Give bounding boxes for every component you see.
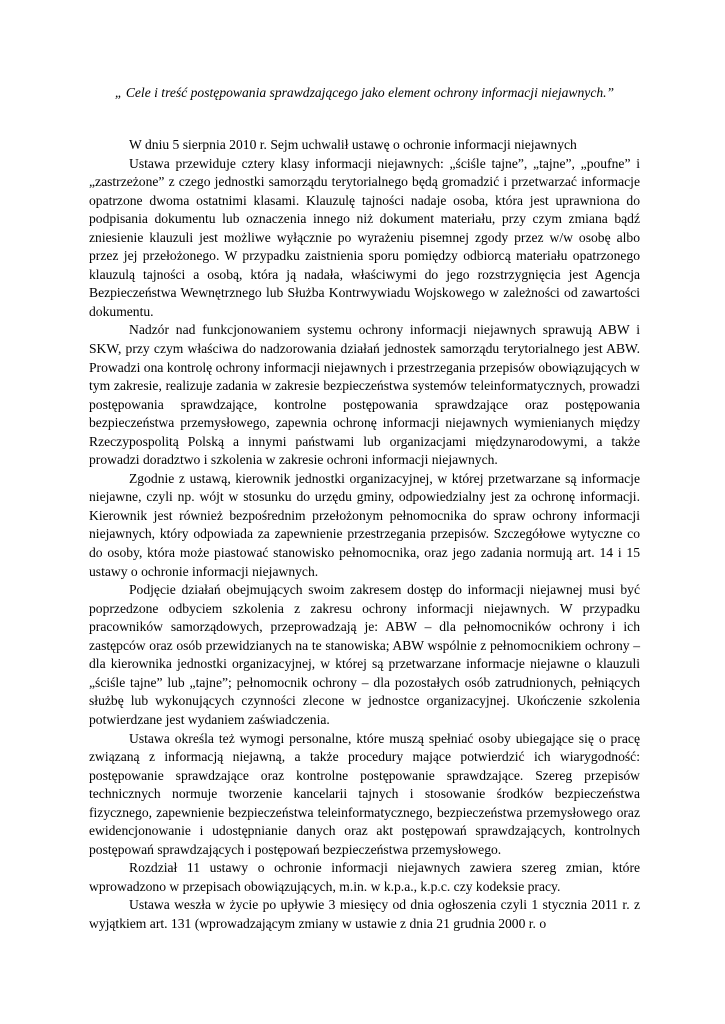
- document-page: [89, 83, 640, 934]
- paragraph-supervision: Nadzór nad funkcjonowaniem systemu ochrony informacji niejawnych sprawują ABW i SKW, przy czym właściwa do nadzorowania działań jednostek samorządu terytorialnego jest ABW. Prowadzi ona kontrolę ochrony informacji niejawnych i przestrzegania przepisów obowiązujących w tym zakresie, realizuje zadania w zakresie bezpieczeństwa systemów teleinformatycznych, prowadzi postępowania sprawdzające, kontrolne postępowania sprawdzające oraz postępowania bezpieczeństwa przemysłowego, zapewnia ochronę informacji niejawnych wymienianych między Rzeczypospolitą Polską a innymi państwami lub organizacjami międzynarodowymi, a także prowadzi doradztwo i szkolenia w zakresie ochroni informacji niejawnych.: [89, 322, 640, 468]
- paragraph-classification: Ustawa przewiduje cztery klasy informacji niejawnych: „ściśle tajne”, „tajne”, „poufne” i „zastrzeżone” z czego jednostki samorządu terytorialnego będą gromadzić i przetwarzać informacje opatrzone dwoma ostatnimi klasami. Klauzulę tajności nadaje osoba, która jest uprawniona do podpisania dokumentu lub oznaczenia innego niż dokument materiału, przy czym zmiana bądź zniesienie klauzuli jest możliwe wyłącznie po wyrażeniu pisemnej zgody przez w/w osobę albo przez jej przełożonego. W przypadku zaistnienia sporu pomiędzy odbiorcą materiału opatrzonego klauzulą tajności a osobą, która ją nadała, właściwymi do jego rozstrzygnięcia jest Agencja Bezpieczeństwa Wewnętrznego lub Służba Kontrwywiadu Wojskowego w zależności od zawartości dokumentu.: [89, 155, 640, 319]
- paragraph-training: Podjęcie działań obejmujących swoim zakresem dostęp do informacji niejawnej musi być poprzedzone odbyciem szkolenia z zakresu ochrony informacji niejawnych. W przypadku pracowników samorządowych, przeprowadzają je: ABW – dla pełnomocników ochrony i ich zastępców oraz osób przewidzianych na te stanowiska; ABW wspólnie z pełnomocnikiem ochrony – dla kierownika jednostki organizacyjnej, w której są przetwarzane informacje niejawne o klauzuli „ściśle tajne” lub „tajne”; pełnomocnik ochrony – dla pozostałych osób zatrudnionych, pełniących służbę lub wykonujących czynności zlecone w jednostce organizacyjnej. Ukończenie szkolenia potwierdzane jest wydaniem zaświadczenia.: [89, 582, 640, 727]
- paragraph-intro: W dniu 5 sierpnia 2010 r. Sejm uchwalił ustawę o ochronie informacji niejawnych: [129, 137, 577, 152]
- paragraph-entry-into-force: Ustawa weszła w życie po upływie 3 miesięcy od dnia ogłoszenia czyli 1 stycznia 2011 r. z wyjątkiem art. 131 (wprowadzającym zmiany w ustawie z dnia 21 grudnia 2000 r. o: [89, 897, 640, 931]
- paragraph-chapter-11: Rozdział 11 ustawy o ochronie informacji niejawnych zawiera szereg zmian, które wprowadzono w przepisach obowiązujących, m.in. w k.p.a., k.p.c. czy kodeksie pracy.: [89, 860, 640, 894]
- document-title: „ Cele i treść postępowania sprawdzającego jako element ochrony informacji niejawnych.”: [114, 85, 615, 100]
- paragraph-unit-manager: Zgodnie z ustawą, kierownik jednostki organizacyjnej, w której przetwarzane są informacje niejawne, czyli np. wójt w stosunku do urzędu gminy, odpowiedzialny jest za ochronę informacji. Kierownik jest również bezpośrednim przełożonym pełnomocnika do spraw ochrony informacji niejawnych, który odpowiada za zapewnienie przestrzegania przepisów. Szczegółowe wytyczne co do osoby, która może piastować stanowisko pełnomocnika, oraz jego zadania normują art. 14 i 15 ustawy o ochronie informacji niejawnych.: [89, 470, 640, 579]
- paragraph-personnel-requirements: Ustawa określa też wymogi personalne, które muszą spełniać osoby ubiegające się o pracę związaną z informacją niejawną, a także procedury mające potwierdzić ich wiarygodność: postępowanie sprawdzające oraz kontrolne postępowanie sprawdzające. Szereg przepisów technicznych normuje tworzenie kancelarii tajnych i stosowanie środków bezpieczeństwa fizycznego, zapewnienie bezpieczeństwa teleinformatycznego, bezpieczeństwa przemysłowego oraz ewidencjonowanie i udostępnianie danych oraz akt postępowań sprawdzających, kontrolnych postępowań sprawdzających i postępowań bezpieczeństwa przemysłowego.: [89, 730, 640, 857]
